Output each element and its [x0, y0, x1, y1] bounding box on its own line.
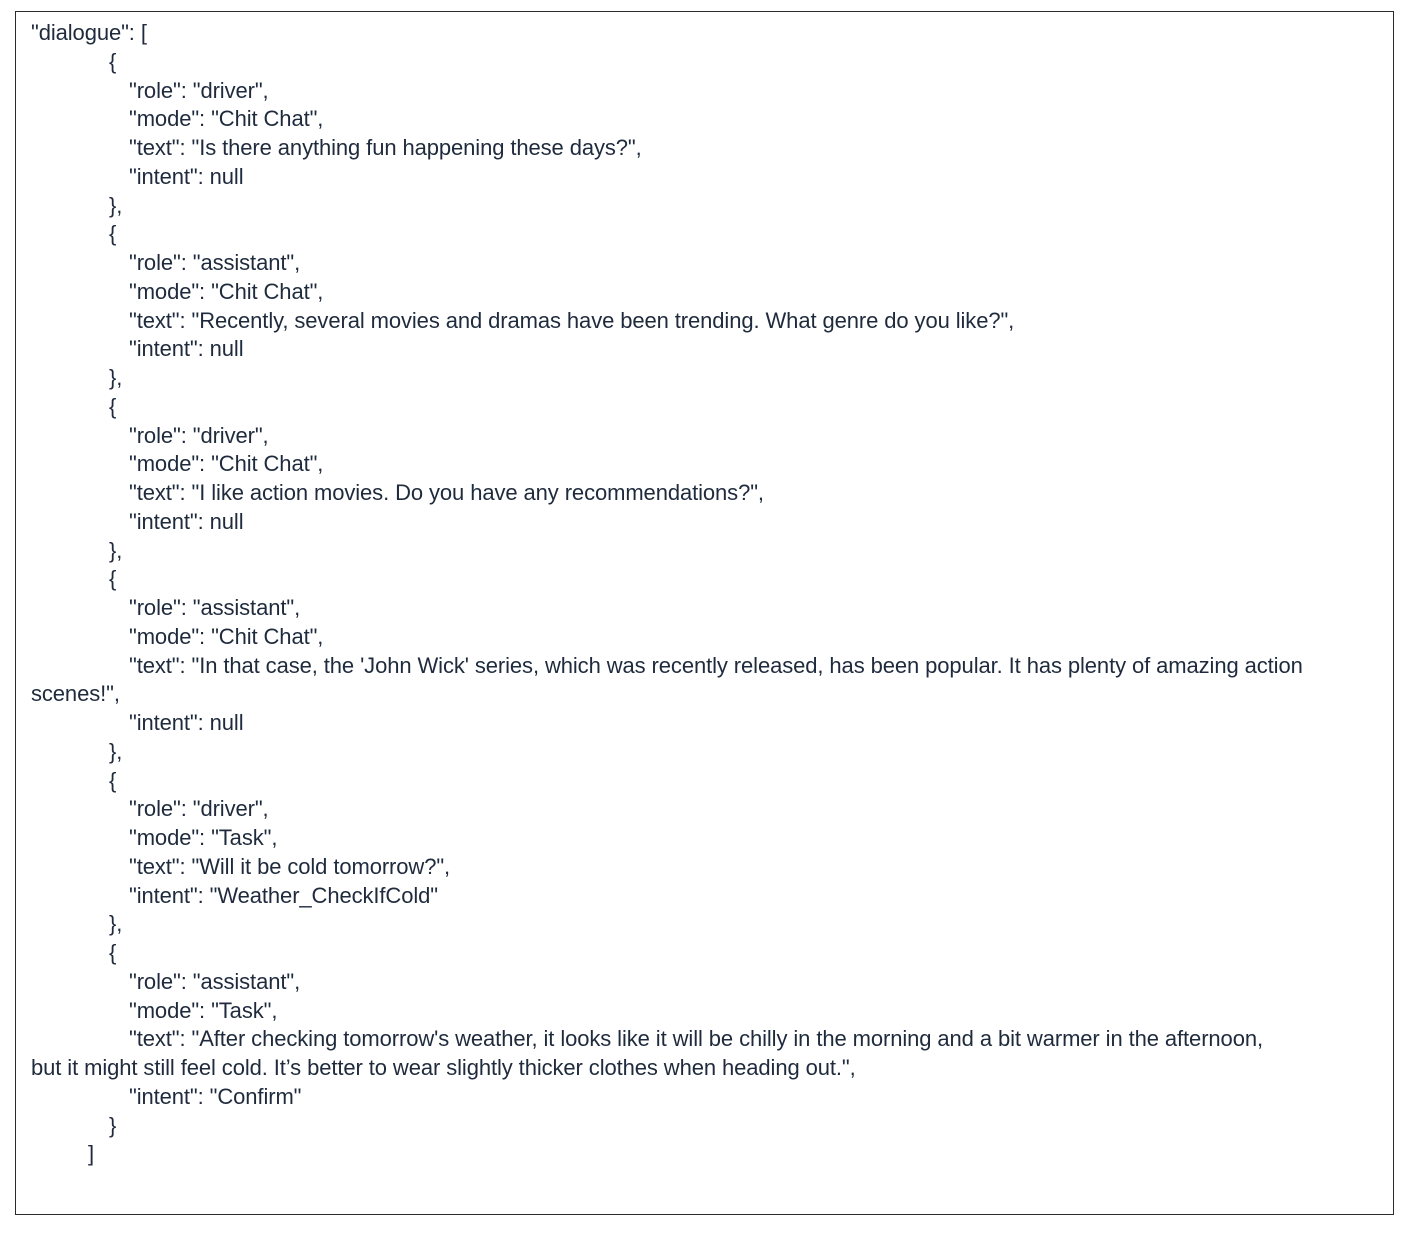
turn-role: "role": "driver", [129, 796, 269, 822]
turn-open-brace: { [109, 48, 117, 74]
turn-text [31, 652, 1361, 710]
turn-close-brace: }, [109, 365, 123, 390]
turn-role: "role": "assistant", [129, 250, 301, 275]
turn-open-brace: { [109, 393, 117, 419]
turn-close-brace: } [109, 1112, 117, 1138]
turn-close-brace: }, [109, 738, 123, 764]
turn-intent: "intent": null [129, 336, 244, 362]
turn-open-brace: { [109, 940, 117, 965]
turn-mode: "mode": "Chit Chat", [129, 106, 324, 132]
turn-text-line: "text": "In that case, the 'John Wick' series, which was recently released, has been popular. It has plenty of amazing action [129, 652, 1303, 678]
dialogue-turn [31, 48, 1361, 221]
dialogue-turn [31, 767, 1361, 940]
turn-open-brace: { [109, 221, 117, 247]
turn-mode: "mode": "Chit Chat", [129, 278, 324, 304]
turn-text [31, 1025, 1361, 1083]
turn-text-line: "text": "After checking tomorrow's weather, it looks like it will be chilly in the morning and a bit warmer in the afternoon, [129, 1026, 1263, 1052]
turn-text: "text": "I like action movies. Do you have any recommendations?", [129, 480, 764, 505]
turn-text: "text": "Is there anything fun happening these days?", [129, 135, 642, 160]
turn-close-brace: }, [109, 537, 123, 563]
turn-text-continuation: but it might still feel cold. It’s better to wear slightly thicker clothes when heading out.", [31, 1055, 856, 1080]
json-code-block [31, 19, 1361, 1169]
turn-mode: "mode": "Chit Chat", [129, 451, 324, 477]
turn-intent: "intent": null [129, 508, 244, 534]
dialogue-close-line: ] [88, 1141, 95, 1167]
dialogue-turn [31, 393, 1361, 566]
turn-role: "role": "assistant", [129, 595, 301, 620]
turn-role: "role": "assistant", [129, 968, 301, 994]
turn-mode: "mode": "Task", [129, 997, 278, 1023]
turn-role: "role": "driver", [129, 77, 269, 103]
dialogue-turn [31, 565, 1361, 766]
turn-intent: "intent": "Weather_CheckIfCold" [129, 882, 438, 908]
turn-close-brace: }, [109, 192, 123, 218]
turn-intent: "intent": "Confirm" [129, 1083, 302, 1109]
dialogue-turn [31, 220, 1361, 393]
dialogue-turn [31, 939, 1361, 1140]
turn-role: "role": "driver", [129, 422, 269, 448]
turn-text: "text": "Will it be cold tomorrow?", [129, 853, 451, 879]
dialogue-open-line: "dialogue": [ [31, 20, 147, 45]
turn-open-brace: { [109, 767, 117, 793]
turn-mode: "mode": "Task", [129, 825, 278, 850]
dialogue-turn-list [31, 48, 1361, 1141]
turn-open-brace: { [109, 566, 117, 592]
turn-text: "text": "Recently, several movies and dramas have been trending. What genre do you like?", [129, 307, 1015, 333]
turn-intent: "intent": null [129, 710, 244, 735]
turn-close-brace: }, [109, 911, 123, 937]
turn-mode: "mode": "Chit Chat", [129, 623, 324, 649]
turn-text-continuation: scenes!", [31, 681, 120, 707]
turn-intent: "intent": null [129, 163, 244, 189]
